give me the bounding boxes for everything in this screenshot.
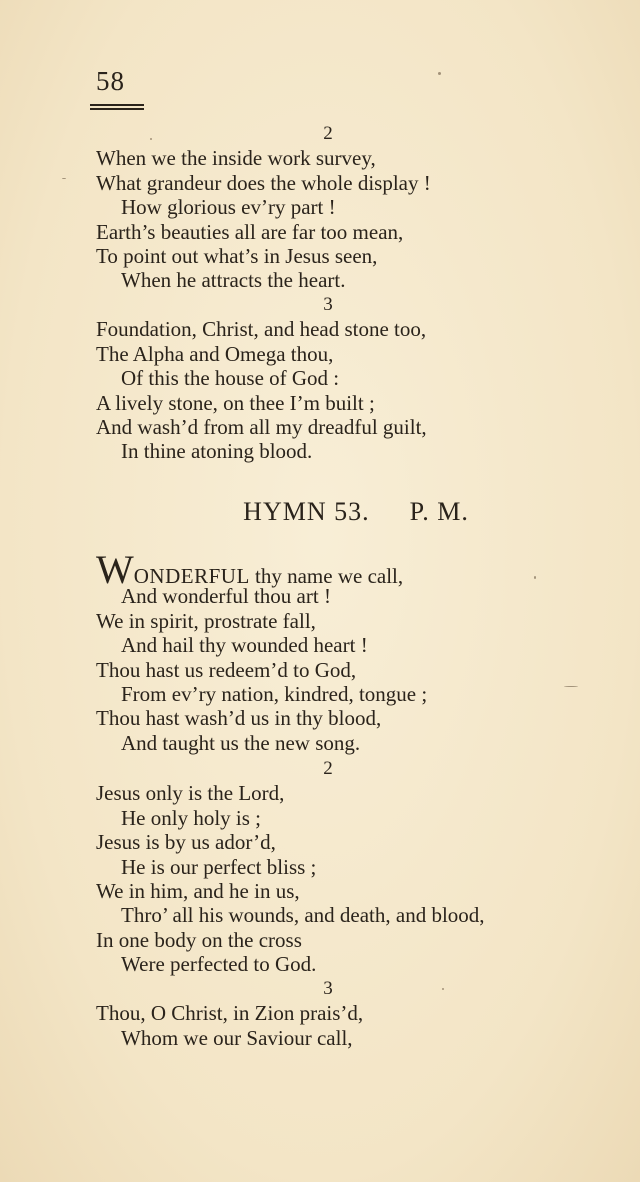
paper-speck (564, 686, 578, 687)
verse-line: To point out what’s in Jesus seen, (96, 243, 378, 268)
hymn-meter: P. M. (409, 497, 469, 526)
verse-line: Foundation, Christ, and head stone too, (96, 317, 427, 342)
verse-line: Earth’s beauties all are far too mean, (96, 219, 404, 244)
paper-speck (150, 138, 152, 140)
verse-line: A lively stone, on thee I’m built ; (96, 390, 375, 415)
paper-speck (442, 988, 444, 990)
verse-line: Thou hast wash’d us in thy blood, (96, 706, 382, 731)
verse-line: From ev’ry nation, kindred, tongue ; (121, 681, 428, 706)
verse-line: We in spirit, prostrate fall, (96, 608, 316, 633)
verse-line: The Alpha and Omega thou, (96, 341, 334, 366)
verse-line: Whom we our Saviour call, (121, 1025, 353, 1050)
paper-speck (438, 72, 441, 75)
verse-line: He is our perfect bliss ; (121, 854, 317, 879)
verse-line: When we the inside work survey, (96, 146, 376, 171)
small-caps-word: ONDERFUL (133, 564, 250, 588)
stanza-number: 2 (323, 123, 333, 144)
stanza-number: 3 (323, 978, 333, 999)
header-rule (90, 104, 144, 111)
verse-line: Thro’ all his wounds, and death, and blood, (121, 903, 485, 928)
verse-line: And wash’d from all my dreadful guilt, (96, 414, 427, 439)
hymn-53-stanza-3 (0, 977, 640, 1050)
stanza-number: 2 (323, 758, 333, 779)
verse-line-first (0, 547, 640, 592)
verse-line: He only holy is ; (121, 805, 261, 830)
verse-line: We in him, and he in us, (96, 878, 300, 903)
verse-line: And hail thy wounded heart ! (121, 633, 368, 658)
verse-line: Were perfected to God. (121, 952, 317, 977)
paper-speck (534, 576, 536, 579)
verse-line: Of this the house of God : (121, 366, 340, 391)
hymn-number: HYMN 53. (243, 497, 370, 526)
hymn-53-stanza-2 (0, 757, 640, 977)
stanza-previous-2 (0, 122, 640, 293)
verse-line: Thou, O Christ, in Zion prais’d, (96, 1001, 364, 1026)
paper-speck (62, 178, 66, 179)
hymn-heading (0, 497, 640, 527)
verse-line: And taught us the new song. (121, 730, 361, 755)
drop-cap: W (96, 547, 134, 592)
stanza-number: 3 (323, 294, 333, 315)
verse-line: Jesus only is the Lord, (96, 781, 285, 806)
verse-line: How glorious ev’ry part ! (121, 195, 336, 220)
first-line-rest: thy name we call, (249, 564, 404, 588)
verse-line: In thine atoning blood. (121, 439, 313, 464)
hymn-53-stanza-1 (0, 547, 640, 755)
verse-line: And wonderful thou art ! (121, 584, 331, 609)
stanza-previous-3 (0, 293, 640, 464)
verse-line: Thou hast us redeem’d to God, (96, 657, 357, 682)
verse-line: What grandeur does the whole display ! (96, 170, 431, 195)
verse-line: Jesus is by us ador’d, (96, 830, 276, 855)
page-number: 58 (96, 66, 125, 96)
verse-line: In one body on the cross (96, 927, 302, 952)
verse-line: When he attracts the heart. (121, 268, 346, 293)
